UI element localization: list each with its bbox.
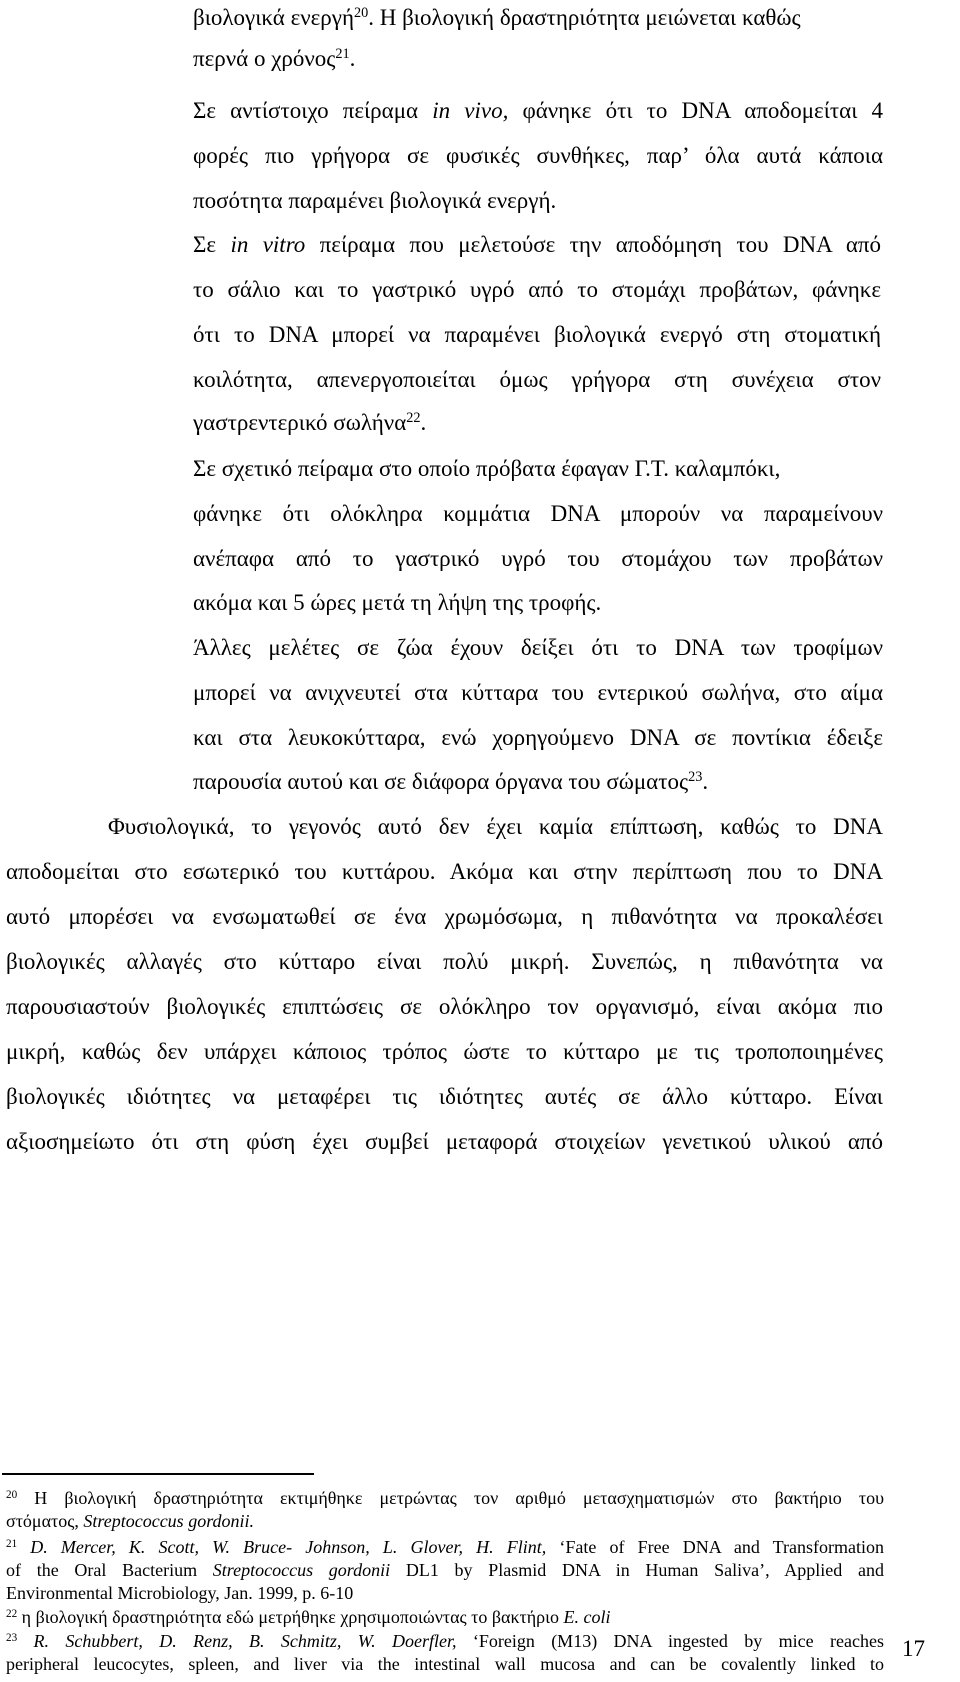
footnote-ref-21[interactable]: 21 <box>335 46 350 63</box>
text-line: κοιλότητα, απενεργοποιείται όμως γρήγορα στη συνέχεια στον <box>193 367 881 392</box>
footnote-ref-22[interactable]: 22 <box>406 410 421 427</box>
text-line: Σε in vitro πείραμα που μελετούσε την αποδόμηση του DNA από <box>193 232 881 257</box>
text-line: και στα λευκοκύτταρα, ενώ χορηγούμενο DNA σε ποντίκια έδειξε <box>193 725 883 750</box>
footnote-20: $^{20}$ Η βιολογική δραστηριότητα εκτιμήθηκε μετρώντας τον αριθμό μετασχηματισμών στο βακτήριο του <box>6 1488 884 1508</box>
text-line: βιολογικά ενεργή$^{20}$. Η βιολογική δραστηριότητα μειώνεται καθώς <box>193 5 801 30</box>
footnote-number: 23 <box>6 1631 18 1644</box>
text-line: αυτό μπορέσει να ενσωματωθεί σε ένα χρωμόσωμα, η πιθανότητα να προκαλέσει <box>6 904 883 929</box>
text-line: μπορεί να ανιχνευτεί στα κύτταρα του εντερικού σωλήνα, στο αίμα <box>193 680 883 705</box>
text-line: βιολογικές ιδιότητες να μεταφέρει τις ιδιότητες αυτές σε άλλο κύτταρο. Είναι <box>6 1084 883 1109</box>
footnote-line: Environmental Microbiology, Jan. 1999, p. 6-10 <box>6 1583 354 1603</box>
text-line: παρουσία αυτού και σε διάφορα όργανα του σώματος$^{23}$. <box>193 769 709 794</box>
text-line: το σάλιο και το γαστρικό υγρό από το στομάχι προβάτων, φάνηκε <box>193 277 881 302</box>
text-line: αποδομείται στο εσωτερικό του κυττάρου. Ακόμα και στην περίπτωση που το DNA <box>6 859 883 884</box>
text-line: Σε αντίστοιχο πείραμα in vivo, φάνηκε ότι το DNA αποδομείται 4 <box>193 98 884 123</box>
text-line: αξιοσημείωτο ότι στη φύση έχει συμβεί μεταφορά στοιχείων γενετικού υλικού από <box>6 1129 883 1154</box>
footnote-23: $^{23}$ R. Schubbert, D. Renz, B. Schmitz, W. Doerfler, ‘Foreign (M13) DNA ingested by mice reaches <box>6 1631 884 1651</box>
text-line: ποσότητα παραμένει βιολογικά ενεργή. <box>193 188 557 213</box>
page-number: 17 <box>902 1636 925 1661</box>
text-line: ακόμα και 5 ώρες μετά τη λήψη της τροφής. <box>193 590 602 615</box>
footnote-line: of the Oral Bacterium Streptococcus gordonii DL1 by Plasmid DNA in Human Saliva’, Applied and <box>6 1560 884 1580</box>
text-line: γαστρεντερικό σωλήνα$^{22}$. <box>193 410 427 435</box>
footnote-line: στόματος, Streptococcus gordonii. <box>6 1511 255 1531</box>
text-line: ότι το DNA μπορεί να παραμένει βιολογικά ενεργό στη στοματική <box>193 322 881 347</box>
text-line: Φυσιολογικά, το γεγονός αυτό δεν έχει καμία επίπτωση, καθώς το DNA <box>108 814 883 839</box>
footnote-number: 22 <box>6 1607 18 1620</box>
text-line: φορές πιο γρήγορα σε φυσικές συνθήκες, παρ’ όλα αυτά κάποια <box>193 143 883 168</box>
text-line: παρουσιαστούν βιολογικές επιπτώσεις σε ολόκληρο τον οργανισμό, είναι ακόμα πιο <box>6 994 883 1019</box>
footnote-ref-23[interactable]: 23 <box>688 769 703 786</box>
text-line: περνά ο χρόνος$^{21}$. <box>193 46 356 71</box>
footnote-21: $^{21}$ D. Mercer, K. Scott, W. Bruce- Johnson, L. Glover, H. Flint, ‘Fate of Free DNA and Transformation <box>6 1537 884 1557</box>
text-line: Άλλες μελέτες σε ζώα έχουν δείξει ότι το DNA των τροφίμων <box>193 635 883 660</box>
footnote-ref-20[interactable]: 20 <box>353 5 369 22</box>
text-line: Σε σχετικό πείραμα στο οποίο πρόβατα έφαγαν Γ.Τ. καλαμπόκι, <box>193 456 781 481</box>
footnote-number: 20 <box>6 1488 18 1501</box>
footnote-line: peripheral leucocytes, spleen, and liver via the intestinal wall mucosa and can be covalently linked to <box>6 1654 884 1674</box>
text-line: φάνηκε ότι ολόκληρα κομμάτια DNA μπορούν να παραμείνουν <box>193 501 883 526</box>
footnote-separator <box>2 1473 314 1475</box>
footnote-number: 21 <box>6 1537 18 1550</box>
text-line: βιολογικές αλλαγές στο κύτταρο είναι πολύ μικρή. Συνεπώς, η πιθανότητα να <box>6 949 883 974</box>
footnote-22: $^{22}$ η βιολογική δραστηριότητα εδώ μετρήθηκε χρησιμοποιώντας το βακτήριο E. coli <box>6 1607 611 1627</box>
text-line: ανέπαφα από το γαστρικό υγρό του στομάχου των προβάτων <box>193 546 883 571</box>
text-line: μικρή, καθώς δεν υπάρχει κάποιος τρόπος ώστε το κύτταρο με τις τροποποιημένες <box>6 1039 883 1064</box>
